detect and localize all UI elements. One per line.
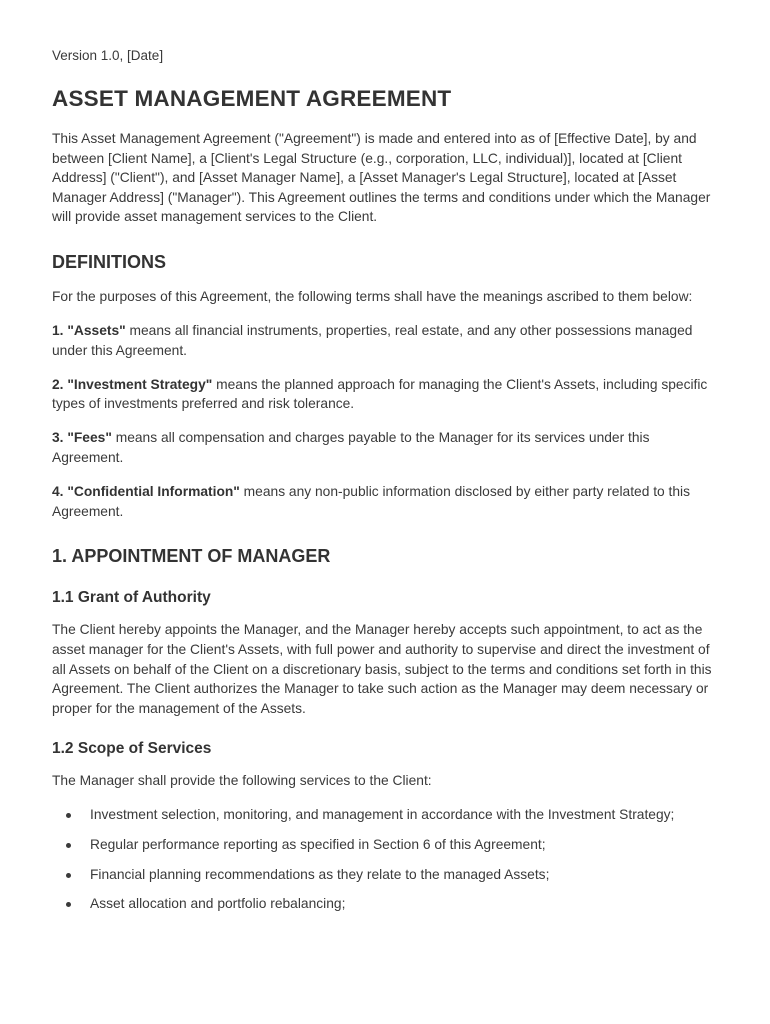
definition-text: means all financial instruments, properties, real estate, and any other possessions managed under this Agreement.	[52, 323, 693, 358]
service-list-item: Financial planning recommendations as they relate to the managed Assets;	[90, 865, 718, 885]
section-1-heading: 1. APPOINTMENT OF MANAGER	[52, 546, 331, 567]
definitions-heading: DEFINITIONS	[52, 251, 167, 272]
service-list-item: Regular performance reporting as specified in Section 6 of this Agreement;	[90, 835, 718, 855]
service-list-item: Asset allocation and portfolio rebalancing;	[90, 894, 718, 914]
section-1-1-heading: 1.1 Grant of Authority	[52, 589, 211, 607]
definition-item-confidential-information	[52, 482, 718, 521]
section-1-2-heading: 1.2 Scope of Services	[52, 740, 212, 758]
definitions-lead: For the purposes of this Agreement, the following terms shall have the meanings ascribed to them below:	[52, 288, 693, 304]
services-bullet-list	[52, 805, 718, 913]
definition-text: means all compensation and charges payable to the Manager for its services under this Agreement.	[52, 430, 650, 466]
document-title: ASSET MANAGEMENT AGREEMENT	[52, 86, 452, 111]
definition-text: means the planned approach for managing the Client's Assets, including specific types of investments preferred and risk tolerance.	[52, 376, 708, 412]
scope-of-services-lead: The Manager shall provide the following services to the Client:	[52, 773, 432, 789]
definition-text: means any non-public information disclosed by either party related to this Agreement.	[52, 484, 691, 519]
definition-item-investment-strategy	[52, 375, 718, 414]
definition-item-fees	[52, 428, 718, 467]
grant-of-authority-paragraph: The Client hereby appoints the Manager, and the Manager hereby accepts such appointment, to act as the asset manager for the Client's Assets, with full power and authority to supervise and direct the investment of all Assets on behalf of the Client on a discretionary basis, subject to the terms and conditions set forth in this Agreement. The Client authorizes the Manager to take such action as the Manager may deem necessary or proper for the management of the Assets.	[52, 622, 712, 716]
service-list-item: Investment selection, monitoring, and management in accordance with the Investment Strategy;	[90, 805, 718, 825]
definition-item-assets	[52, 321, 718, 360]
definition-term: 4. "Confidential Information"	[52, 484, 240, 500]
version-line: Version 1.0, [Date]	[52, 48, 164, 63]
definition-term: 2. "Investment Strategy"	[52, 376, 213, 392]
intro-paragraph: This Asset Management Agreement ("Agreement") is made and entered into as of [Effective Date], by and between [Client Name], a [Client's Legal Structure (e.g., corporation, LLC, individual)], located at [Client Address] ("Client"), and [Asset Manager Name], a [Asset Manager's Legal Structure], located at [Asset Manager Address] ("Manager"). This Agreement outlines the terms and conditions under which the Manager will provide asset management services to the Client.	[52, 131, 711, 225]
definition-term: 1. "Assets"	[52, 323, 126, 339]
definition-term: 3. "Fees"	[52, 430, 112, 446]
